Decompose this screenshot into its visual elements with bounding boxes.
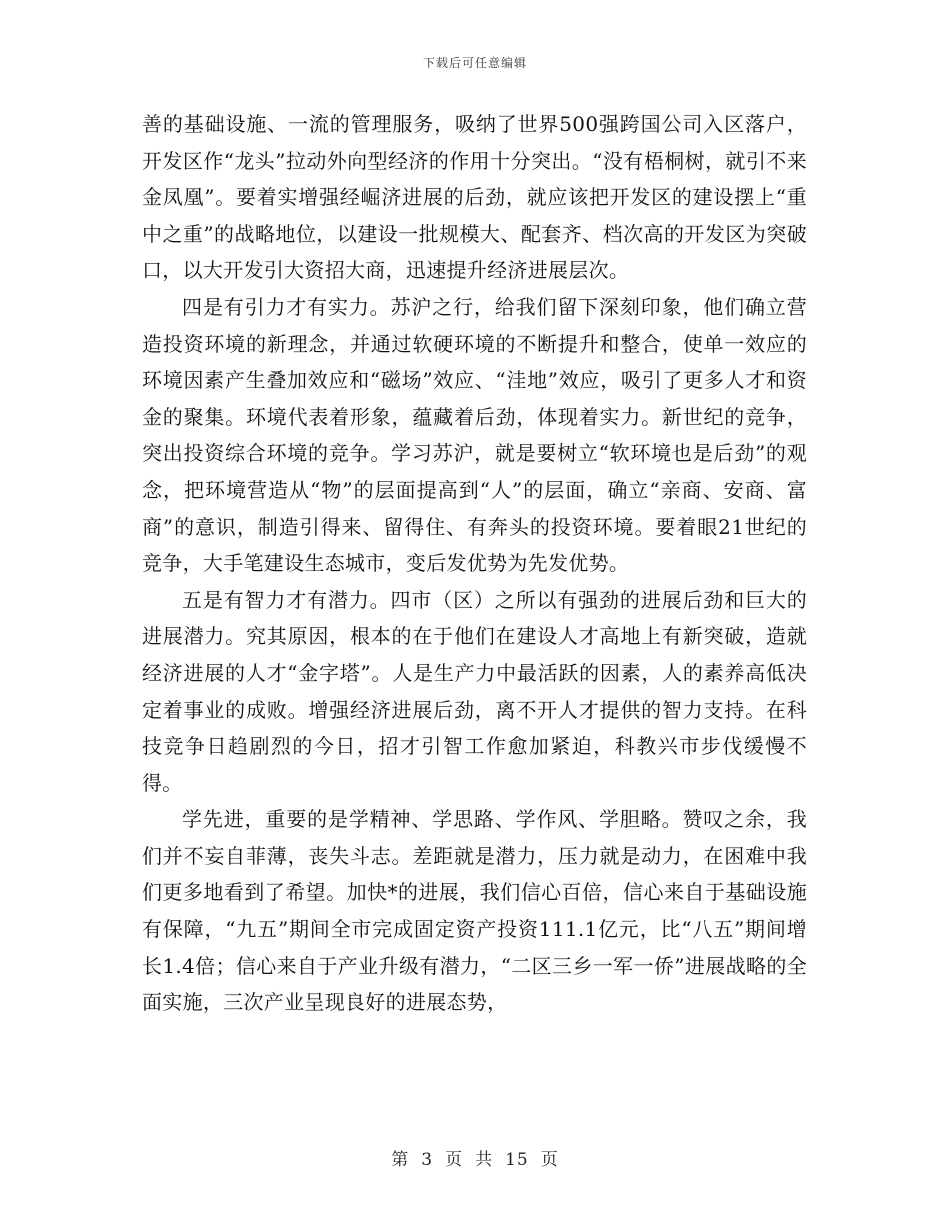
footer-total-word: 共 — [475, 1150, 494, 1170]
footer-prefix: 第 — [391, 1150, 410, 1170]
paragraph: 善的基础设施、一流的管理服务，吸纳了世界500强跨国公司入区落户，开发区作“龙头”拉动外向型经济的作用十分突出。“没有梧桐树，就引不来金凤凰”。要着实增强经崛济进展的后劲，就应该把开发区的建设摆上“重中之重”的战略地位，以建设一批规模大、配套齐、档次高的开发区为突破口，以大开发引大资招大商，迅速提升经济进展层次。 — [142, 112, 807, 283]
paragraph: 学先进，重要的是学精神、学思路、学作风、学胆略。赞叹之余，我们并不妄自菲薄，丧失斗志。差距就是潜力，压力就是动力，在困难中我们更多地看到了希望。加快*的进展，我们信心百倍，信心来自于基础设施有保障，“九五”期间全市完成固定资产投资111.1亿元，比“八五”期间增长1.4倍；信心来自于产业升级有潜力，“二区三乡一军一侨”进展战略的全面实施，三次产业呈现良好的进展态势， — [142, 807, 807, 1015]
document-body — [142, 106, 807, 1021]
paragraph: 四是有引力才有实力。苏沪之行，给我们留下深刻印象，他们确立营造投资环境的新理念，并通过软硬环境的不断提升和整合，使单一效应的环境因素产生叠加效应和“磁场”效应、“洼地”效应，吸引了更多人才和资金的聚集。环境代表着形象，蕴藏着后劲，体现着实力。新世纪的竞争，突出投资综合环境的竞争。学习苏沪，就是要树立“软环境也是后劲”的观念，把环境营造从“物”的层面提高到“人”的层面，确立“亲商、安商、富商”的意识，制造引得来、留得住、有奔头的投资环境。要着眼21世纪的竞争，大手笔建设生态城市，变后发优势为先发优势。 — [142, 294, 807, 576]
footer-suffix: 页 — [540, 1150, 559, 1170]
footer-total-pages: 15 — [505, 1150, 529, 1170]
footer-page-word: 页 — [445, 1150, 464, 1170]
paragraph: 五是有智力才有潜力。四市（区）之所以有强劲的进展后劲和巨大的进展潜力。究其原因，根本的在于他们在建设人才高地上有新突破，造就经济进展的人才“金字塔”。人是生产力中最活跃的因素，人的素养高低决定着事业的成败。增强经济进展后劲，离不开人才提供的智力支持。在科技竞争日趋剧烈的今日，招才引智工作愈加紧迫，科教兴市步伐缓慢不得。 — [142, 587, 807, 795]
page-header: 下载后可任意编辑 — [422, 56, 527, 70]
footer-page-number: 3 — [421, 1150, 434, 1170]
page-footer — [0, 1145, 950, 1170]
